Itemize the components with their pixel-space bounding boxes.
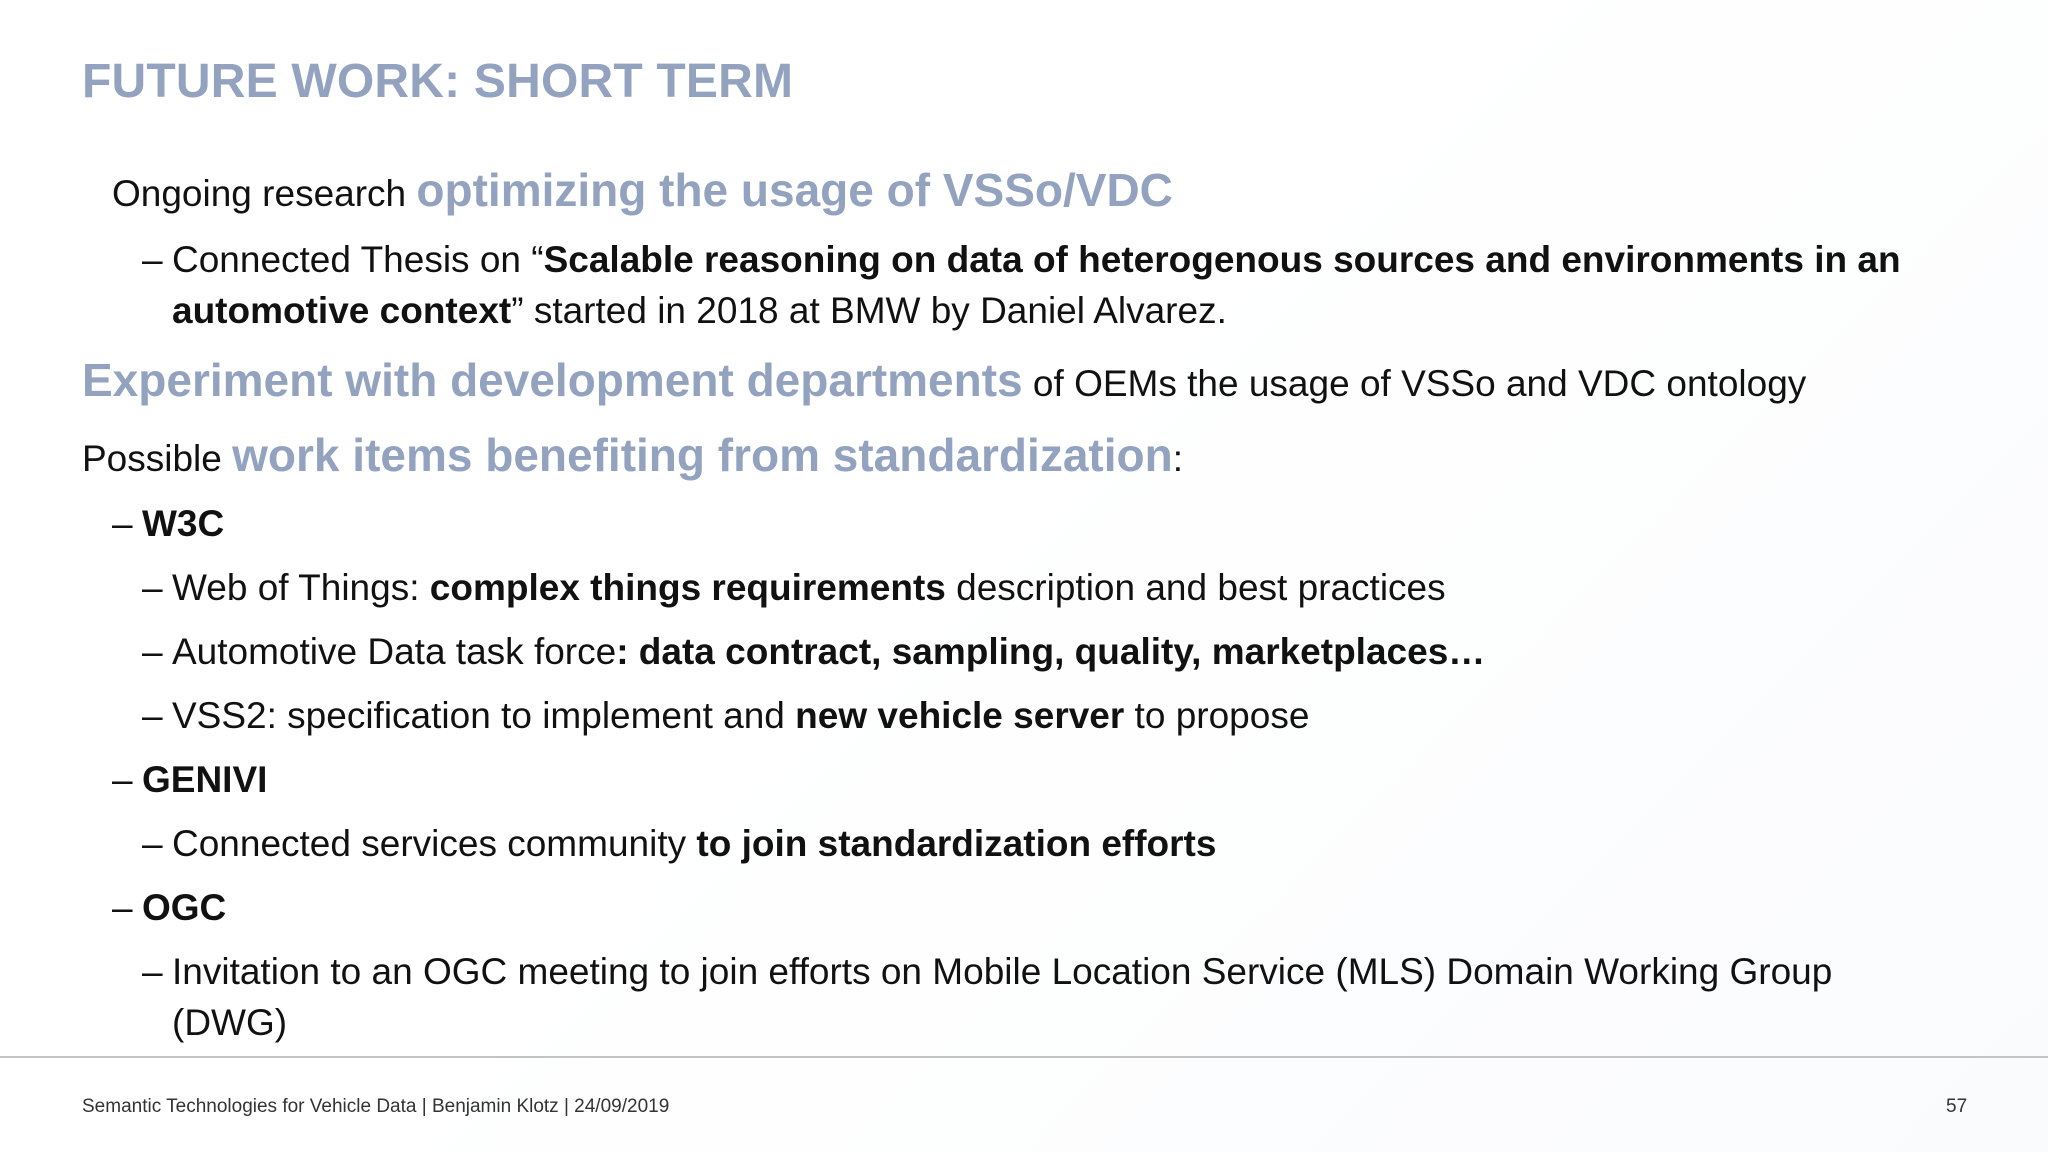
dash: – [142,695,163,736]
ogc-heading [112,884,226,932]
item-text: VSS2: specification to implement and [172,695,796,736]
item-text: Invitation to an OGC meeting to join efforts on Mobile Location Service (MLS) Domain Working Group [172,951,1833,992]
genivi-item-connected-services [142,820,1216,868]
item-bold: to join standardization efforts [696,823,1217,864]
item-text: Connected services community [172,823,697,864]
item-text: description and best practices [945,567,1446,608]
thesis-line-1 [142,236,1901,284]
item-text: Automotive Data task force [172,631,617,672]
ongoing-prefix: Ongoing research [112,173,417,214]
possible-prefix: Possible [82,438,233,479]
experiment-line [82,356,1806,408]
slide-title: FUTURE WORK: SHORT TERM [82,55,794,108]
ogc-item-line-1 [142,948,1832,996]
dash: – [142,567,163,608]
ongoing-research-line [112,166,1173,218]
dash: – [142,823,163,864]
item-bold: : data contract, sampling, quality, marketplaces… [616,631,1486,672]
possible-line [82,431,1183,483]
thesis-suffix: ” started in 2018 at BMW by Daniel Alvarez. [511,290,1227,331]
w3c-item-vss2 [142,692,1309,740]
item-text: (DWG) [172,1002,288,1043]
w3c-heading [112,500,224,548]
dash: – [112,887,133,928]
w3c-item-web-of-things [142,564,1446,612]
possible-suffix: : [1172,438,1183,479]
thesis-prefix: Connected Thesis on “ [172,239,544,280]
experiment-accent: Experiment with development departments [82,354,1023,406]
dash: – [142,951,163,992]
thesis-bold-2: automotive context [172,290,512,331]
dash: – [112,759,133,800]
w3c-item-automotive-data [142,628,1485,676]
w3c-label: W3C [142,503,225,544]
dash: – [112,503,133,544]
dash: – [142,239,163,280]
page-number: 57 [1946,1096,1968,1117]
footer-divider [0,1056,2048,1058]
thesis-bold-1: Scalable reasoning on data of heterogenous sources and environments in an [543,239,1901,280]
dash: – [142,631,163,672]
item-text: Web of Things: [172,567,430,608]
item-text: to propose [1124,695,1310,736]
footer-text: Semantic Technologies for Vehicle Data | Benjamin Klotz | 24/09/2019 [82,1096,670,1117]
genivi-heading [112,756,267,804]
genivi-label: GENIVI [142,759,268,800]
experiment-suffix: of OEMs the usage of VSSo and VDC ontology [1022,363,1807,404]
ogc-label: OGC [142,887,227,928]
item-bold: complex things requirements [429,567,946,608]
ongoing-accent: optimizing the usage of VSSo/VDC [416,164,1173,216]
possible-accent: work items benefiting from standardization [232,429,1173,481]
thesis-line-2 [172,287,1227,335]
ogc-item-line-2 [172,999,287,1047]
item-bold: new vehicle server [795,695,1125,736]
